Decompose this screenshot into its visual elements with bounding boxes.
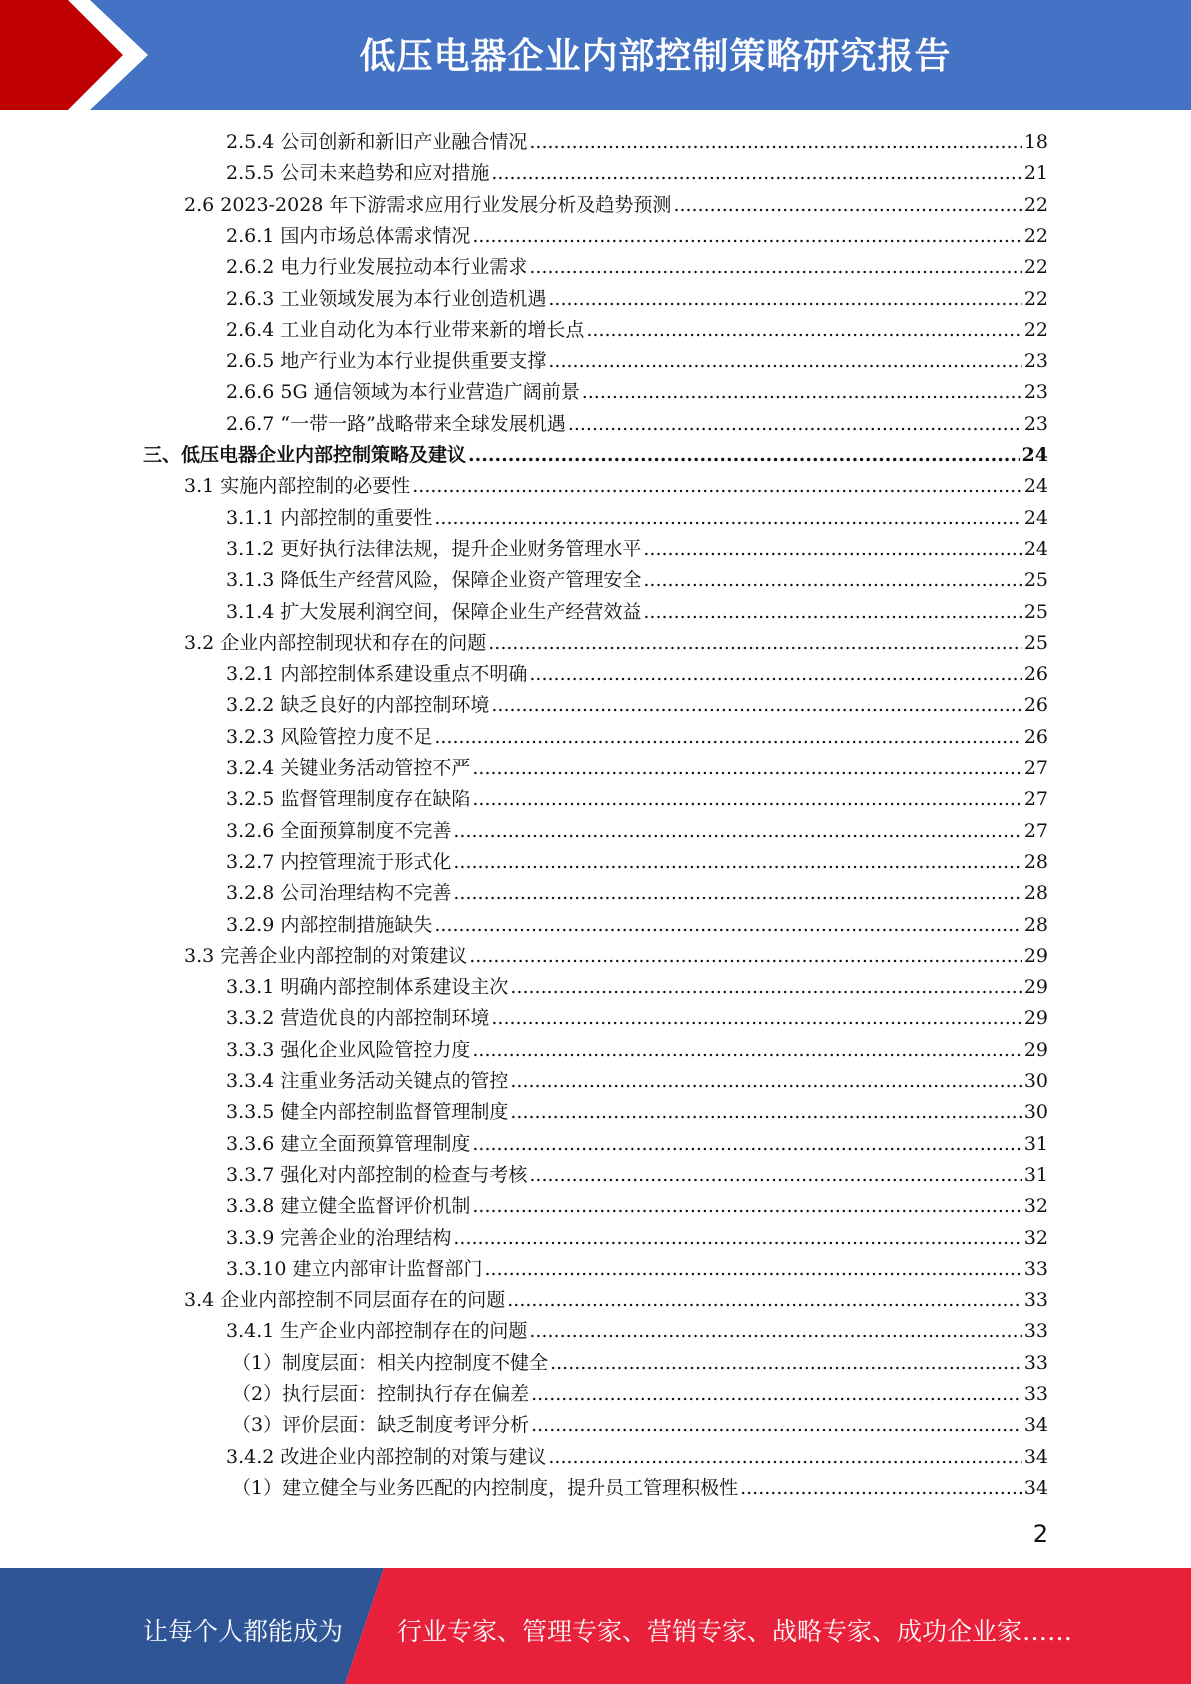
toc-entry-page: 22 [1023,287,1048,310]
toc-entry[interactable] [226,878,1048,909]
toc-entry-page: 29 [1023,944,1048,967]
toc-entry[interactable] [226,252,1048,283]
toc-entry-title: 3.3.9 完善企业的治理结构 [226,1226,452,1249]
toc-entry-title: 2.5.5 公司未来趋势和应对措施 [226,162,490,185]
toc-entry[interactable] [226,158,1048,189]
toc-leader-dots [507,1285,1022,1316]
footer-slogan-right: 行业专家、管理专家、营销专家、战略专家、成功企业家…… [397,1617,1073,1646]
toc-entry-title: 3.3.6 建立全面预算管理制度 [226,1132,471,1155]
page-number: 2 [1032,1520,1048,1548]
toc-entry[interactable] [226,1097,1048,1128]
toc-entry-page: 30 [1023,1101,1048,1124]
toc-leader-dots [548,284,1021,315]
toc-leader-dots [673,190,1021,221]
toc-entry-title: 3.3.1 明确内部控制体系建设主次 [226,976,509,999]
toc-entry-page: 34 [1023,1445,1048,1468]
toc-entry-page: 24 [1023,506,1048,529]
toc-leader-dots [434,503,1021,534]
toc-leader-dots [529,1160,1021,1191]
toc-entry-title: 3.2.2 缺乏良好的内部控制环境 [226,694,490,717]
toc-entry-title: 3.1 实施内部控制的必要性 [184,475,411,498]
toc-leader-dots [453,847,1021,878]
toc-leader-dots [472,753,1021,784]
toc-entry[interactable] [226,847,1048,878]
toc-entry-page: 29 [1023,1007,1048,1030]
toc-entry-page: 18 [1023,131,1048,153]
toc-entry-title: 2.6.7 “一带一路”战略带来全球发展机遇 [226,412,566,435]
toc-entry[interactable] [226,377,1048,408]
toc-entry-title: 3.2.4 关键业务活动管控不严 [226,757,471,779]
toc-leader-dots [550,1348,1022,1379]
toc-leader-dots [453,1223,1021,1254]
toc-leader-dots [643,534,1021,565]
toc-entry-page: 25 [1023,569,1048,592]
toc-entry-page: 21 [1023,162,1048,185]
toc-leader-dots [548,346,1021,377]
toc-entry-title: （2）执行层面：控制执行存在偏差 [232,1383,530,1405]
toc-entry-title: 3.2.5 监督管理制度存在缺陷 [226,788,471,811]
toc-leader-dots [548,1442,1021,1473]
toc-entry-page: 23 [1023,381,1048,404]
toc-entry-page: 29 [1023,976,1048,999]
toc-entry-page: 34 [1023,1414,1048,1437]
toc-entry[interactable] [226,409,1048,440]
toc-entry-page: 24 [1021,444,1048,466]
toc-entry-page: 33 [1023,1257,1048,1280]
toc-entry-title: 2.6.4 工业自动化为本行业带来新的增长点 [226,318,585,341]
toc-entry-page: 22 [1023,256,1048,279]
toc-entry[interactable] [226,1066,1048,1097]
toc-entry-page: 27 [1023,819,1048,842]
toc-entry[interactable] [226,784,1048,815]
toc-entry-page: 27 [1023,788,1048,811]
toc-entry-title: 3.3.7 强化对内部控制的检查与考核 [226,1163,528,1186]
toc-entry[interactable] [226,1035,1048,1066]
toc-leader-dots [472,784,1021,815]
toc-entry-page: 28 [1023,850,1048,873]
toc-entry-title: （1）制度层面：相关内控制度不健全 [232,1351,549,1374]
toc-entry[interactable] [232,1348,1048,1379]
toc-leader-dots [491,1003,1021,1034]
toc-entry-title: 3.1.3 降低生产经营风险，保障企业资产管理安全 [226,569,642,592]
toc-leader-dots [453,878,1021,909]
toc-entry[interactable] [226,816,1048,847]
toc-entry-title: 3.1.2 更好执行法律法规，提升企业财务管理水平 [226,537,642,560]
toc-entry-title: 3.3 完善企业内部控制的对策建议 [184,944,468,967]
toc-entry[interactable] [226,972,1048,1003]
toc-entry-title: 3.2.6 全面预算制度不完善 [226,819,452,842]
toc-entry[interactable] [226,1129,1048,1160]
toc-entry-page: 32 [1023,1226,1048,1249]
toc-entry-page: 34 [1023,1476,1048,1499]
toc-entry-title: 三、低压电器企业内部控制策略及建议 [143,444,467,466]
toc-leader-dots [488,628,1022,659]
toc-entry-page: 33 [1023,1351,1048,1374]
toc-entry-title: （3）评价层面：缺乏制度考评分析 [232,1414,530,1437]
toc-entry-title: 3.3.5 健全内部控制监督管理制度 [226,1101,509,1124]
toc-entry[interactable] [226,503,1048,534]
page-header [0,0,1191,110]
toc-entry-title: 3.2.8 公司治理结构不完善 [226,882,452,905]
toc-entry-title: 3.2.9 内部控制措施缺失 [226,913,433,936]
toc-leader-dots [469,941,1022,972]
toc-leader-dots [472,1035,1021,1066]
toc-leader-dots [529,659,1021,690]
toc-entry[interactable] [226,597,1048,628]
toc-leader-dots [472,1129,1021,1160]
toc-leader-dots [582,377,1022,408]
toc-leader-dots [491,158,1021,189]
toc-leader-dots [472,1191,1021,1222]
toc-entry[interactable] [226,1442,1048,1473]
toc-entry[interactable] [226,690,1048,721]
document-title: 低压电器企业内部控制策略研究报告 [359,36,952,77]
toc-entry[interactable] [226,1191,1048,1222]
toc-entry-page: 22 [1023,318,1048,341]
toc-entry[interactable] [232,1473,1048,1504]
toc-entry[interactable] [184,1285,1048,1316]
toc-entry-page: 30 [1023,1070,1048,1092]
toc-leader-dots [531,1410,1022,1441]
toc-leader-dots [434,910,1021,941]
toc-entry-title: 3.3.10 建立内部审计监督部门 [226,1257,483,1280]
toc-leader-dots [453,816,1021,847]
toc-entry[interactable] [232,1379,1048,1410]
toc-entry-page: 28 [1023,913,1048,936]
toc-entry[interactable] [226,722,1048,753]
toc-leader-dots [491,690,1021,721]
toc-entry[interactable] [226,346,1048,377]
toc-entry[interactable] [226,1003,1048,1034]
toc-entry-title: 2.6.2 电力行业发展拉动本行业需求 [226,256,528,279]
toc-entry-title: 3.2.7 内控管理流于形式化 [226,850,452,873]
toc-entry-title: 2.6.5 地产行业为本行业提供重要支撑 [226,350,547,373]
toc-entry[interactable] [226,315,1048,346]
toc-leader-dots [529,127,1021,158]
toc-entry[interactable] [226,534,1048,565]
toc-entry-title: 3.4.2 改进企业内部控制的对策与建议 [226,1445,547,1468]
toc-entry-page: 28 [1023,882,1048,905]
toc-entry-page: 22 [1023,224,1048,247]
toc-entry[interactable] [184,471,1048,502]
toc-entry[interactable] [226,910,1048,941]
toc-entry-page: 25 [1023,631,1048,654]
toc-leader-dots [531,1379,1022,1410]
toc-entry-page: 23 [1023,412,1048,435]
toc-entry-page: 23 [1023,350,1048,373]
toc-entry-title: 3.1.4 扩大发展利润空间，保障企业生产经营效益 [226,600,642,623]
toc-leader-dots [643,597,1021,628]
toc-entry-title: 2.6.1 国内市场总体需求情况 [226,224,471,247]
toc-entry-page: 27 [1023,757,1048,779]
toc-entry[interactable] [226,1316,1048,1347]
toc-leader-dots [510,1097,1021,1128]
toc-entry-title: 3.3.3 强化企业风险管控力度 [226,1038,471,1061]
toc-leader-dots [529,252,1021,283]
toc-entry-title: 2.6.6 5G 通信领域为本行业营造广阔前景 [226,381,580,404]
toc-entry-page: 24 [1023,537,1048,560]
footer-slogan-left: 让每个人都能成为 [143,1617,344,1646]
toc-leader-dots [434,722,1021,753]
toc-entry-page: 31 [1023,1132,1048,1155]
toc-entry[interactable] [226,753,1048,784]
toc-entry[interactable] [184,628,1048,659]
toc-entry-page: 33 [1023,1383,1048,1405]
toc-leader-dots [510,972,1021,1003]
toc-entry-page: 25 [1023,600,1048,623]
toc-leader-dots [643,565,1021,596]
toc-entry-title: 3.1.1 内部控制的重要性 [226,506,433,529]
toc-leader-dots [412,471,1022,502]
toc-entry-page: 26 [1023,725,1048,748]
toc-entry-title: 3.3.8 建立健全监督评价机制 [226,1195,471,1218]
page-footer [0,1568,1191,1684]
toc-entry-title: 3.2.1 内部控制体系建设重点不明确 [226,663,528,686]
toc-entry-title: 3.2 企业内部控制现状和存在的问题 [184,631,487,654]
toc-entry[interactable] [226,659,1048,690]
toc-leader-dots [529,1316,1021,1347]
toc-entry[interactable] [226,1223,1048,1254]
toc-entry-title: 3.2.3 风险管控力度不足 [226,725,433,748]
toc-entry-page: 24 [1023,475,1048,498]
toc-entry-page: 26 [1023,663,1048,686]
toc-entry-page: 29 [1023,1038,1048,1061]
toc-entry-page: 33 [1023,1289,1048,1312]
toc-entry-title: （1）建立健全与业务匹配的内控制度，提升员工管理积极性 [232,1476,739,1499]
toc-entry[interactable] [184,190,1048,221]
toc-leader-dots [510,1066,1021,1097]
toc-entry-page: 32 [1023,1195,1048,1218]
toc-leader-dots [484,1254,1021,1285]
toc-entry-page: 33 [1023,1320,1048,1343]
toc-entry-title: 3.4 企业内部控制不同层面存在的问题 [184,1289,506,1312]
toc-entry-title: 3.3.4 注重业务活动关键点的管控 [226,1070,509,1092]
toc-entry-title: 2.5.4 公司创新和新旧产业融合情况 [226,131,528,153]
toc-entry[interactable] [226,221,1048,252]
toc-leader-dots [586,315,1021,346]
toc-entry[interactable] [226,127,1048,158]
toc-entry[interactable] [226,1160,1048,1191]
toc-leader-dots [472,221,1021,252]
toc-entry[interactable] [143,440,1048,471]
toc-entry-page: 22 [1023,193,1048,216]
toc-leader-dots [740,1473,1022,1504]
toc-entry-title: 2.6.3 工业领域发展为本行业创造机遇 [226,287,547,310]
toc-entry-title: 3.3.2 营造优良的内部控制环境 [226,1007,490,1030]
toc-entry[interactable] [232,1410,1048,1441]
toc-leader-dots [468,440,1020,471]
toc-entry-page: 26 [1023,694,1048,717]
toc-entry[interactable] [226,284,1048,315]
toc-entry[interactable] [184,941,1048,972]
toc-entry-title: 3.4.1 生产企业内部控制存在的问题 [226,1320,528,1343]
toc-entry-title: 2.6 2023-2028 年下游需求应用行业发展分析及趋势预测 [184,193,672,216]
toc-entry[interactable] [226,1254,1048,1285]
toc-leader-dots [568,409,1022,440]
toc-entry[interactable] [226,565,1048,596]
toc-entry-page: 31 [1023,1163,1048,1186]
